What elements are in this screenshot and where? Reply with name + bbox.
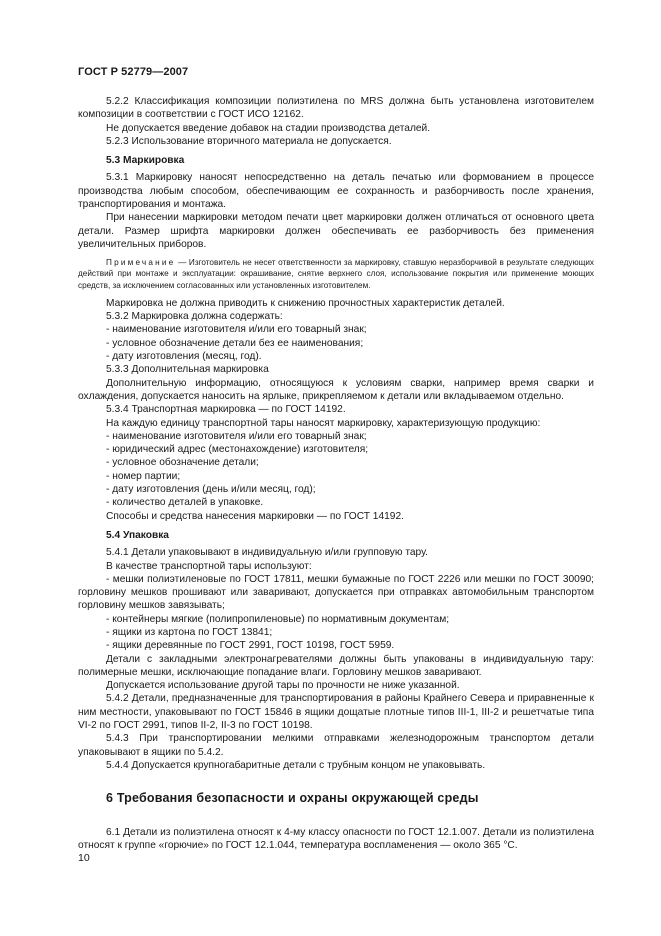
- document-body: [78, 95, 594, 852]
- paragraph: 5.3.2 Маркировка должна содержать:: [106, 311, 283, 323]
- paragraph: 6.1 Детали из полиэтилена относят к 4-му классу опасности по ГОСТ 12.1.007. Детали из полиэтилена относят к группе «горючие» по ГОСТ 12.1.044, температура воспламенения — около 365 °С.: [78, 826, 594, 851]
- note-paragraph: [78, 257, 594, 291]
- paragraph: Дополнительную информацию, относящуюся к условиям сварки, например время сварки и охлаждения, допускается наносить на ярлыке, прикрепляемом к детали или вкладываемом отдельно.: [78, 377, 594, 402]
- list-item: - ящики из картона по ГОСТ 13841;: [106, 627, 273, 638]
- paragraph: Не допускается введение добавок на стадии производства деталей.: [106, 122, 431, 134]
- paragraph: В качестве транспортной тары используют:: [106, 560, 312, 572]
- note-text: — Изготовитель не несет ответственности за маркировку, ставшую неразборчивой в результате следующих действий при монтаже и эксплуатации: окрашивание, снятие верхнего слоя, использование покрытия или применение моющих средств, за исключением согласованных или установленных изготовителем.: [78, 258, 594, 290]
- note-label: Примечание: [106, 258, 176, 268]
- list-item: - юридический адрес (местонахождение) изготовителя;: [106, 444, 369, 456]
- list-item: - условное обозначение детали;: [106, 457, 259, 469]
- paragraph: 5.4.4 Допускается крупногабаритные детали с трубным концом не упаковывать.: [106, 759, 486, 771]
- list-item: - наименование изготовителя и/или его товарный знак;: [106, 324, 367, 336]
- paragraph: На каждую единицу транспортной тары наносят маркировку, характеризующую продукцию:: [106, 417, 541, 429]
- section-heading: 5.3 Маркировка: [106, 155, 185, 167]
- list-item: - условное обозначение детали без ее наименования;: [106, 337, 364, 349]
- paragraph: 5.3.1 Маркировку наносят непосредственно на деталь печатью или формованием в процессе производства любым способом, обеспечивающим ее сохранность и разборчивость после хранения, транспортирования и монтажа.: [78, 172, 594, 211]
- list-item: - дату изготовления (день и/или месяц, год);: [106, 484, 316, 496]
- list-item: - ящики деревянные по ГОСТ 2991, ГОСТ 10198, ГОСТ 5959.: [106, 640, 395, 652]
- paragraph: Допускается использование другой тары по прочности не ниже указанной.: [106, 680, 460, 692]
- paragraph: 5.4.3 При транспортировании мелкими отправками железнодорожным транспортом детали упаковывают в ящики по 5.4.2.: [78, 733, 594, 758]
- standard-code-header: ГОСТ Р 52779—2007: [78, 66, 189, 78]
- paragraph: 5.2.3 Использование вторичного материала не допускается.: [106, 135, 392, 147]
- paragraph: Способы и средства нанесения маркировки — по ГОСТ 14192.: [106, 510, 404, 522]
- paragraph: При нанесении маркировки методом печати цвет маркировки должен отличаться от основного цвета детали. Размер шрифта маркировки должен обеспечивать ее разборчивость без применения увеличительных приборов.: [78, 212, 594, 250]
- chapter-heading: 6 Требования безопасности и охраны окружающей среды: [106, 791, 479, 806]
- paragraph: Маркировка не должна приводить к снижению прочностных характеристик деталей.: [106, 297, 505, 309]
- list-item: - контейнеры мягкие (полипропиленовые) по нормативным документам;: [106, 613, 450, 625]
- list-item: - количество деталей в упаковке.: [106, 497, 264, 509]
- list-item: - наименование изготовителя и/или его товарный знак;: [106, 430, 367, 442]
- list-item: - дату изготовления (месяц, год).: [106, 351, 262, 363]
- paragraph: 5.2.2 Классификация композиции полиэтилена по MRS должна быть установлена изготовителем композиции в соответствии с ГОСТ ИСО 12162.: [78, 96, 594, 121]
- paragraph: 5.3.4 Транспортная маркировка — по ГОСТ 14192.: [106, 404, 346, 416]
- page-number: 10: [78, 852, 90, 864]
- paragraph: - мешки полиэтиленовые по ГОСТ 17811, мешки бумажные по ГОСТ 2226 или мешки по ГОСТ 30090; горловину мешков прошивают или заваривают, допускается при отправках автомобильным транспортом горловину мешков завязывать;: [78, 573, 594, 612]
- paragraph: Детали с закладными электронагревателями должны быть упакованы в индивидуальную тару: полимерные мешки, исключающие попадание влаги. Горловину мешков заваривают.: [78, 653, 594, 678]
- paragraph: 5.3.3 Дополнительная маркировка: [106, 364, 269, 376]
- section-heading: 5.4 Упаковка: [106, 529, 169, 541]
- paragraph: 5.4.2 Детали, предназначенные для транспортирования в районы Крайнего Севера и приравненные к ним местности, упаковывают по ГОСТ 15846 в ящики дощатые плотные типов III-1, III-2 и решетчатые типа VI-2 по ГОСТ 2991, типов II-2, II-3 по ГОСТ 10198.: [78, 693, 594, 732]
- paragraph: 5.4.1 Детали упаковывают в индивидуальную и/или групповую тару.: [106, 547, 429, 559]
- list-item: - номер партии;: [106, 470, 181, 482]
